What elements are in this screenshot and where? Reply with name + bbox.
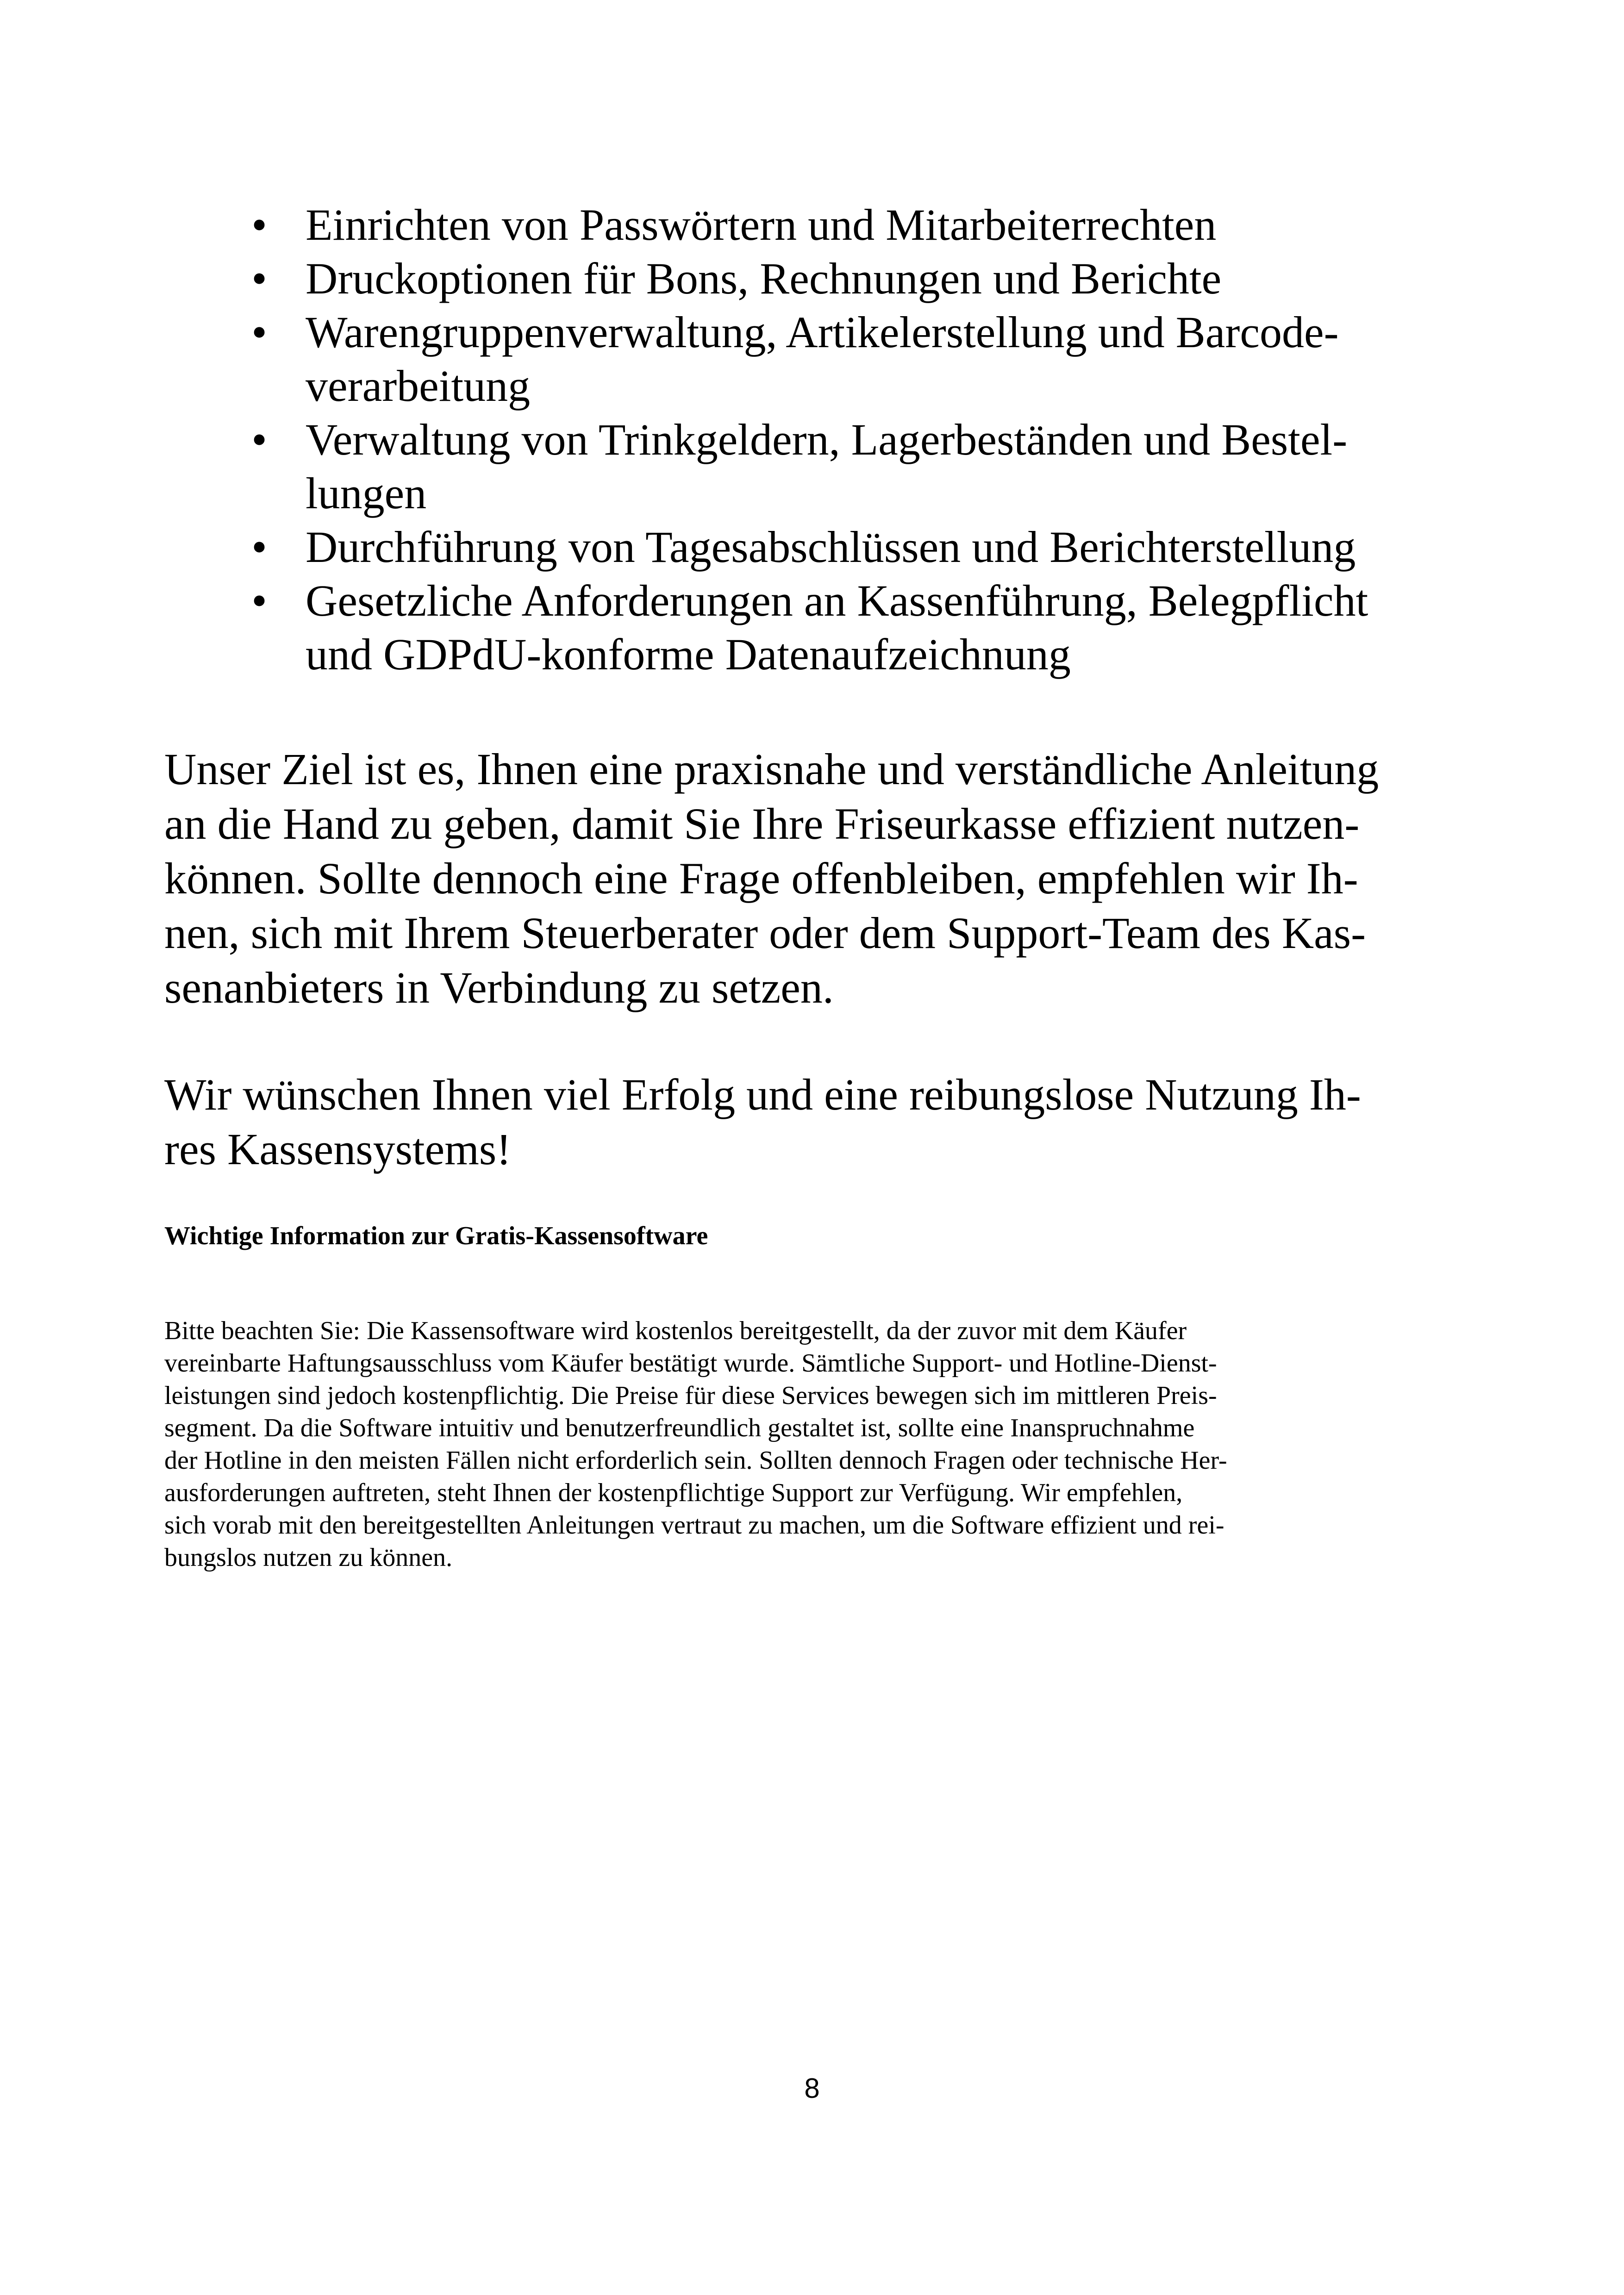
paragraph-line: res Kassensystems! (164, 1124, 512, 1174)
notice-line: Bitte beachten Sie: Die Kassensoftware wird kostenlos bereitgestellt, da der zuvor mit dem Käufer (164, 1316, 1187, 1345)
intro-paragraph (164, 742, 1488, 1015)
bullet-text (306, 415, 1347, 518)
bullet-line: verarbeitung (306, 361, 531, 411)
bullet-marker: • (251, 307, 267, 357)
notice-line: leistungen sind jedoch kostenpflichtig. Die Preise für diese Services bewegen sich im mittleren Preis- (164, 1381, 1217, 1410)
bullet-line: und GDPdU-konforme Datenaufzeichnung (306, 630, 1071, 679)
notice-line: der Hotline in den meisten Fällen nicht erforderlich sein. Sollten dennoch Fragen oder technische Her- (164, 1446, 1227, 1475)
bullet-marker: • (251, 254, 267, 303)
bullet-marker: • (251, 200, 267, 249)
bullet-text (306, 200, 1216, 249)
closing-paragraph (164, 1067, 1488, 1177)
bullet-marker: • (251, 415, 267, 464)
paragraph-line: Wir wünschen Ihnen viel Erfolg und eine reibungslose Nutzung Ih- (164, 1070, 1361, 1119)
bullet-line: Durchführung von Tagesabschlüssen und Berichterstellung (306, 522, 1356, 572)
bullet-line: Einrichten von Passwörtern und Mitarbeiterrechten (306, 200, 1217, 249)
bullet-marker: • (251, 522, 267, 572)
notice-line: sich vorab mit den bereitgestellten Anleitungen vertraut zu machen, um die Software effizient und rei- (164, 1511, 1224, 1540)
bullet-item (236, 252, 1486, 306)
bullet-line: Druckoptionen für Bons, Rechnungen und Berichte (306, 254, 1222, 303)
bullet-item (236, 574, 1486, 681)
bullet-line: Gesetzliche Anforderungen an Kassenführung, Belegpflicht (306, 576, 1368, 625)
notice-line: ausforderungen auftreten, steht Ihnen der kostenpflichtige Support zur Verfügung. Wir empfehlen, (164, 1478, 1183, 1507)
bullet-text (306, 522, 1355, 572)
bullet-text (306, 307, 1339, 411)
bullet-item (236, 306, 1486, 413)
notice-line: vereinbarte Haftungsausschluss vom Käufer bestätigt wurde. Sämtliche Support- und Hotline-Dienst- (164, 1349, 1217, 1378)
bullet-line: Warengruppenverwaltung, Artikelerstellung und Barcode- (306, 307, 1339, 357)
bullet-item (236, 413, 1486, 520)
notice-paragraph (164, 1315, 1461, 1574)
paragraph-line: Unser Ziel ist es, Ihnen eine praxisnahe und verständliche Anleitung (164, 744, 1379, 794)
bullet-item (236, 198, 1486, 252)
paragraph-line: können. Sollte dennoch eine Frage offenbleiben, empfehlen wir Ih- (164, 854, 1358, 903)
bullet-marker: • (251, 576, 267, 625)
paragraph-line: senanbieters in Verbindung zu setzen. (164, 963, 834, 1012)
page-number: 8 (804, 2073, 820, 2104)
bullet-line: Verwaltung von Trinkgeldern, Lagerbeständen und Bestel- (306, 415, 1348, 464)
bullet-item (236, 520, 1486, 574)
feature-bullet-list (236, 198, 1486, 681)
bullet-text (306, 254, 1221, 303)
bullet-line: lungen (306, 468, 427, 518)
paragraph-line: nen, sich mit Ihrem Steuerberater oder dem Support-Team des Kas- (164, 908, 1366, 958)
bullet-text (306, 576, 1368, 679)
notice-line: bungslos nutzen zu können. (164, 1543, 453, 1572)
notice-line: segment. Da die Software intuitiv und benutzerfreundlich gestaltet ist, sollte eine Inanspruchnahme (164, 1414, 1195, 1442)
paragraph-line: an die Hand zu geben, damit Sie Ihre Friseurkasse effizient nutzen- (164, 799, 1360, 848)
notice-heading: Wichtige Information zur Gratis-Kassensoftware (164, 1222, 708, 1250)
